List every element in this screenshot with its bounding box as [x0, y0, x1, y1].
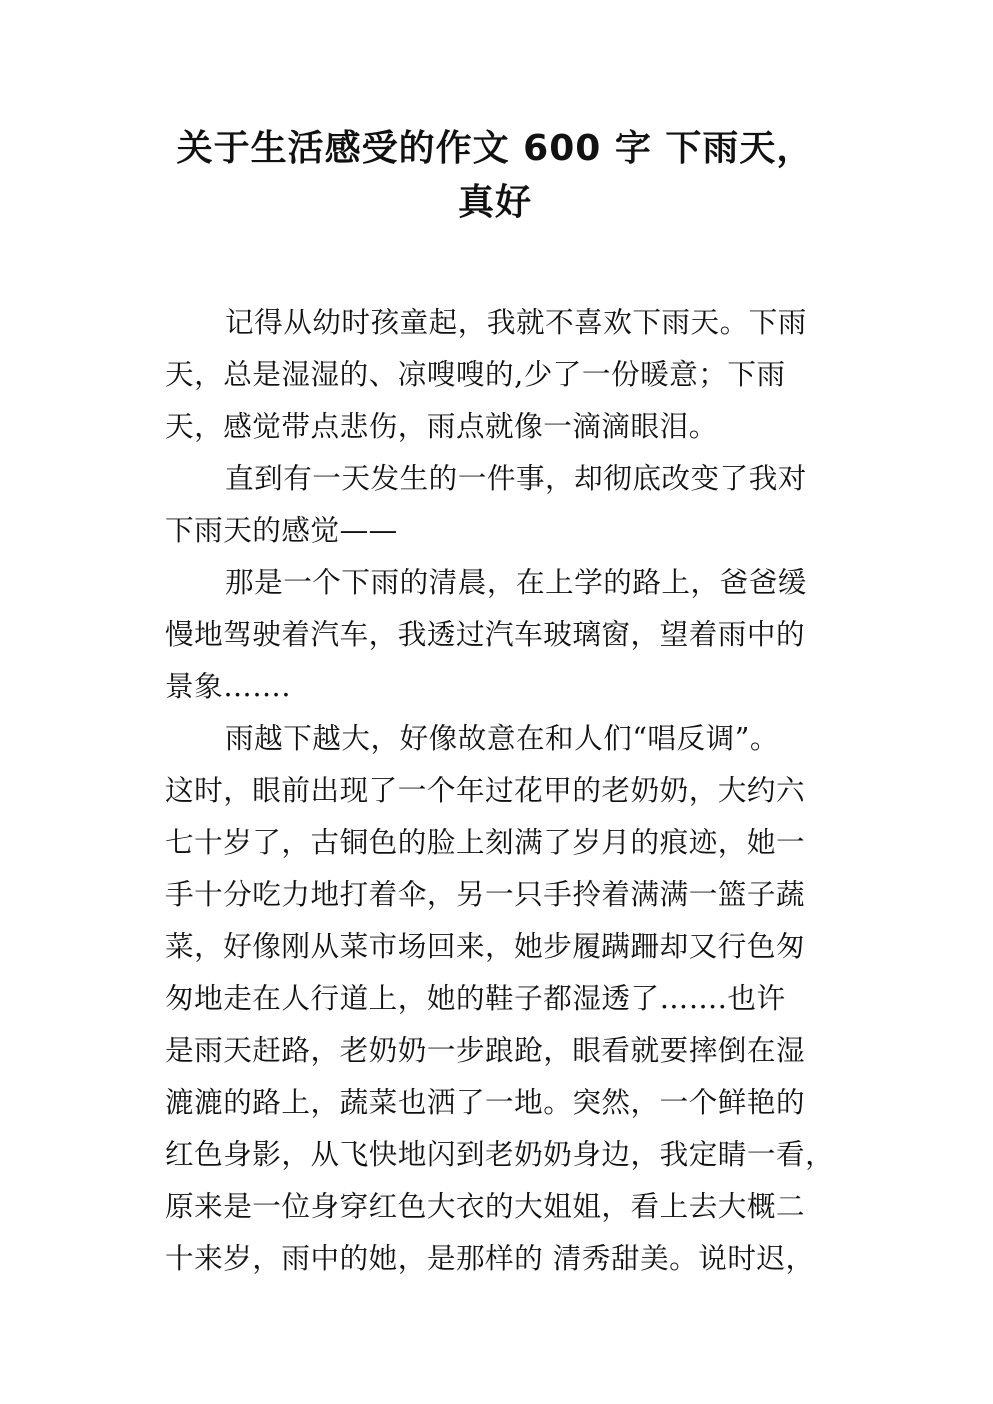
text-line: 手十分吃力地打着伞，另一只手拎着满满一篮子蔬 [165, 877, 806, 911]
text-line: 漉漉的路上，蔬菜也洒了一地。突然，一个鲜艳的 [165, 1085, 806, 1119]
text-line: 这时，眼前出现了一个年过花甲的老奶奶，大约六 [165, 773, 806, 807]
text-line: 慢地驾驶着汽车，我透过汽车玻璃窗，望着雨中的 [165, 617, 806, 651]
text-line: 十来岁，雨中的她，是那样的 清秀甜美。说时迟， [165, 1241, 815, 1275]
text-line: 天，感觉带点悲伤，雨点就像一滴滴眼泪。 [165, 409, 718, 443]
text-line: 匆地走在人行道上，她的鞋子都湿透了…….也许 [165, 981, 786, 1015]
text-line: 原来是一位身穿红色大衣的大姐姐，看上去大概二 [165, 1189, 806, 1223]
text-line: 天，总是湿湿的、凉嗖嗖的,少了一份暖意；下雨 [165, 357, 786, 391]
text-line: 景象……. [165, 669, 291, 703]
text-line: 那是一个下雨的清晨，在上学的路上，爸爸缓 [225, 565, 807, 599]
text-line: 记得从幼时孩童起，我就不喜欢下雨天。下雨 [225, 305, 807, 339]
text-line: 七十岁了，古铜色的脸上刻满了岁月的痕迹，她一 [165, 825, 806, 859]
text-line: 直到有一天发生的一件事，却彻底改变了我对 [225, 461, 807, 495]
document-title [150, 122, 840, 230]
title-line-1: 关于生活感受的作文 600 字 下雨天， [176, 128, 814, 169]
text-line: 雨越下越大，好像故意在和人们“唱反调”。 [225, 721, 779, 755]
text-line: 下雨天的感觉—— [165, 513, 398, 547]
title-line-2: 真好 [457, 182, 532, 223]
document-body [165, 296, 833, 1284]
text-line: 是雨天赶路，老奶奶一步踉跄，眼看就要摔倒在湿 [165, 1033, 806, 1067]
text-line: 菜，好像刚从菜市场回来，她步履蹒跚却又行色匆 [165, 929, 806, 963]
text-line: 红色身影，从飞快地闪到老奶奶身边，我定睛一看， [165, 1137, 835, 1171]
